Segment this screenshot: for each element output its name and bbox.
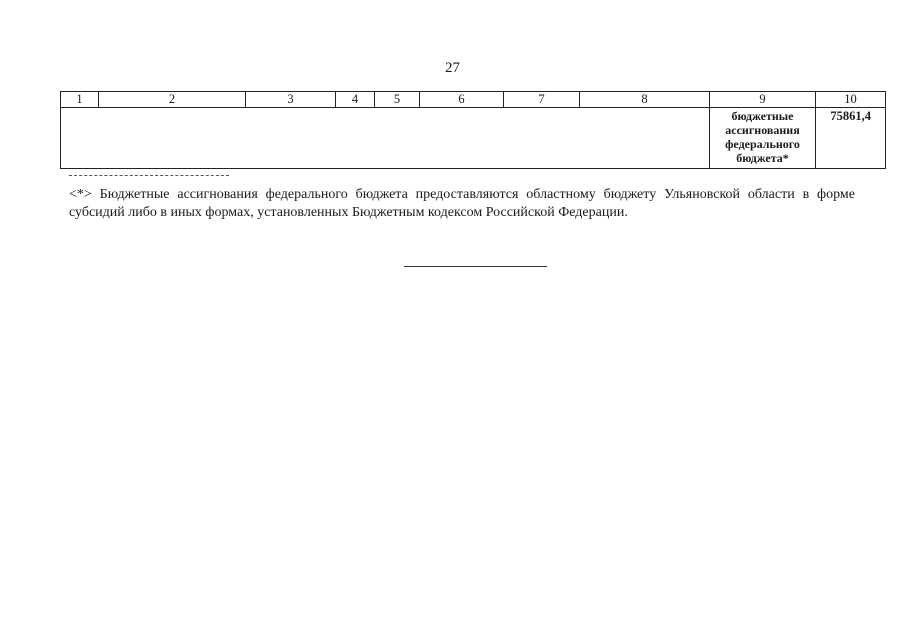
column-header-7: 7 bbox=[504, 92, 580, 108]
column-header-2: 2 bbox=[99, 92, 246, 108]
table-row bbox=[61, 108, 886, 169]
budget-table bbox=[60, 91, 886, 169]
page-number: 27 bbox=[445, 60, 460, 76]
column-header-9: 9 bbox=[710, 92, 816, 108]
column-header-3: 3 bbox=[246, 92, 336, 108]
funding-source-label: бюджетные ассигнования федерального бюджета* bbox=[725, 109, 800, 165]
column-header-10: 10 bbox=[816, 92, 886, 108]
column-header-8: 8 bbox=[580, 92, 710, 108]
footnote-separator bbox=[69, 175, 229, 176]
amount-cell bbox=[816, 108, 886, 169]
column-header-5: 5 bbox=[375, 92, 420, 108]
end-of-document-line bbox=[404, 266, 547, 267]
column-header-1: 1 bbox=[61, 92, 99, 108]
amount-value: 75861,4 bbox=[830, 109, 871, 123]
funding-source-cell bbox=[710, 108, 816, 169]
column-header-4: 4 bbox=[336, 92, 375, 108]
footnote-text: <*> Бюджетные ассигнования федерального бюджета предоставляются областному бюджету Ульяновской области в форме субсидий либо в иных формах, установленных Бюджетным кодексом Российской Федерации. bbox=[69, 187, 855, 220]
empty-merged-cell bbox=[61, 108, 710, 169]
column-header-6: 6 bbox=[420, 92, 504, 108]
table-header-row bbox=[61, 92, 886, 108]
